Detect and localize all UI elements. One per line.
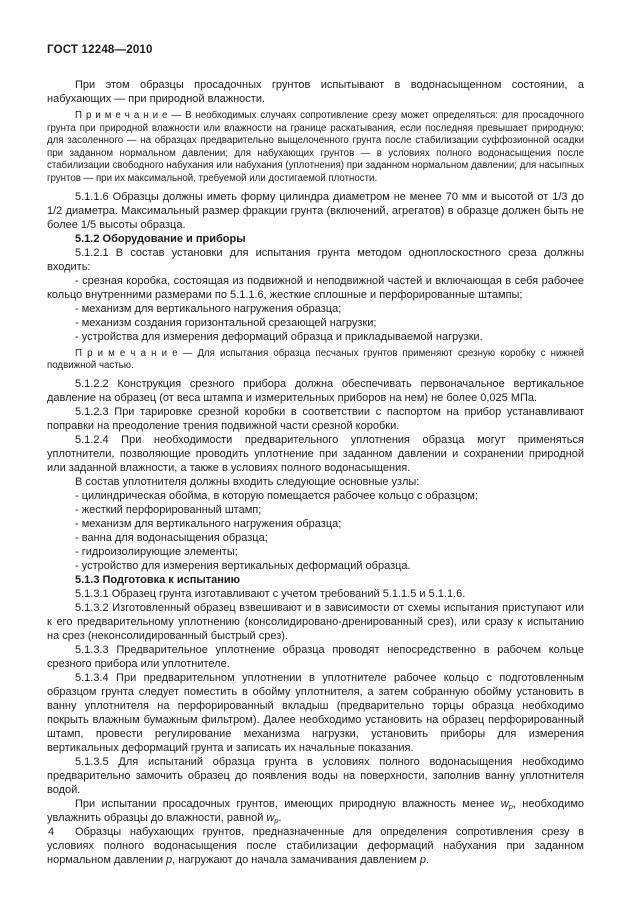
page-number: 4 <box>48 826 55 838</box>
note: П р и м е ч а н и е — Для испытания образца песчаных грунтов применяют срезную коробку с нижней подвижной частью. <box>47 347 584 372</box>
document-header: ГОСТ 12248—2010 <box>47 44 153 56</box>
paragraph: 5.1.1.6 Образцы должны иметь форму цилиндра диаметром не менее 70 мм и высотой от 1/3 до 1/2 диаметра. Максимальный размер фракции грунта (включений, агрегатов) в образце должен быть не более 1/5 высоты образца. <box>47 190 584 231</box>
paragraph: 5.1.3.4 При предварительном уплотнении в уплотнителе рабочее кольцо с подготовленным образцом грунта следует поместить в обойму уплотнителя, а затем собранную обойму установить в ванну уплотнителя на перфорированный вкладыш (предварительно торцы образца необходимо покрыть влажным бумажным фильтром). Далее необходимо установить на образец перфорированный штамп, провести регулирование механизма нагрузки, установить приборы для измерения вертикальных деформаций грунта и записать их начальные показания. <box>47 671 584 754</box>
note: П р и м е ч а н и е — В необходимых случаях сопротивление срезу может определяться: для просадочного грунта при природной влажности или влажности на границе раскатывания, если последняя превышает природную; для засоленного — на образцах предварительно выщелоченного грунта после стабилизации суффозионной осадки при заданном нормальном давлении; для набухающих грунтов — в условиях полного водонасыщения после стабилизации свободного набухания или набухания (уплотнения) при заданном нормальном давлении; для насыпных грунтов — при их максимальной, требуемой или достигаемой плотности. <box>47 110 584 184</box>
list-item: - механизм для вертикального нагружения образца; <box>75 302 342 315</box>
list-item: - устройство для измерения вертикальных деформаций образца. <box>75 559 411 572</box>
paragraph: 5.1.3.5 Для испытаний образца грунта в условиях полного водонасыщения необходимо предварительно замочить образец до появления воды на поверхности, заполнив ванну уплотнителя водой. <box>47 755 584 796</box>
paragraph: 5.1.2.2 Конструкция срезного прибора должна обеспечивать первоначальное вертикальное давление на образец (от веса штампа и измерительных приборов на нем) не более 0,025 МПа. <box>47 377 584 404</box>
list-item: - гидроизолирующие элементы; <box>75 545 238 558</box>
paragraph: 5.1.2.3 При тарировке срезной коробки в соответствии с паспортом на прибор устанавливают поправки на преодоление трения подвижной части срезной коробки. <box>47 405 584 432</box>
list-item: - цилиндрическая обойма, в которую помещается рабочее кольцо с образцом; <box>75 489 478 502</box>
page-content <box>47 44 584 867</box>
list-item: - механизм для вертикального нагружения образца; <box>75 517 342 530</box>
list-item: - устройства для измерения деформаций образца и прикладываемой нагрузки. <box>75 330 483 343</box>
paragraph: 5.1.3.2 Изготовленный образец взвешивают и в зависимости от схемы испытания приступают или к его предварительному уплотнению (консолидировано-дренированный срез), или сразу к испытанию на срез (неконсолидированный быстрый срез). <box>47 601 584 642</box>
section-heading: 5.1.2 Оборудование и приборы <box>75 232 246 245</box>
section-heading: 5.1.3 Подготовка к испытанию <box>75 573 241 586</box>
paragraph: Образцы набухающих грунтов, предназначенные для определения сопротивления срезу в условиях полного водонасыщения после стабилизации деформаций набухания при заданном нормальном давлении p, нагружают до начала замачивания давлением p. <box>47 825 584 866</box>
paragraph: 5.1.3.1 Образец грунта изготавливают с учетом требований 5.1.1.5 и 5.1.1.6. <box>75 587 466 600</box>
list-item: - механизм создания горизонтальной срезающей нагрузки; <box>75 316 377 329</box>
paragraph: 5.1.2.4 При необходимости предварительного уплотнения образца могут применяться уплотнители, позволяющие проводить уплотнение при заданном давлении и сохранении природной или заданной влажности, а также в условиях полного водонасыщения. <box>47 433 584 474</box>
list-item: - ванна для водонасыщения образца; <box>75 531 268 544</box>
list-item: - срезная коробка, состоящая из подвижной и неподвижной частей и включающая в себя рабочее кольцо внутренними размерами по 5.1.1.6, жесткие сплошные и перфорированные штампы; <box>47 274 584 301</box>
paragraph: 5.1.3.3 Предварительное уплотнение образца проводят непосредственно в рабочем кольце срезного прибора или уплотнителе. <box>47 643 584 670</box>
paragraph: При испытании просадочных грунтов, имеющих природную влажность менее $w_p$, необходимо увлажнить образцы до влажности, равной $w_p$. <box>47 797 585 825</box>
paragraph: В состав уплотнителя должны входить следующие основные узлы: <box>75 475 420 488</box>
paragraph: 5.1.2.1 В состав установки для испытания грунта методом одноплоскостного среза должны входить: <box>47 246 584 273</box>
paragraph: При этом образцы просадочных грунтов испытывают в водонасыщенном состоянии, а набухающих — при природной влажности. <box>47 79 584 105</box>
list-item: - жесткий перфорированный штамп; <box>75 503 262 516</box>
